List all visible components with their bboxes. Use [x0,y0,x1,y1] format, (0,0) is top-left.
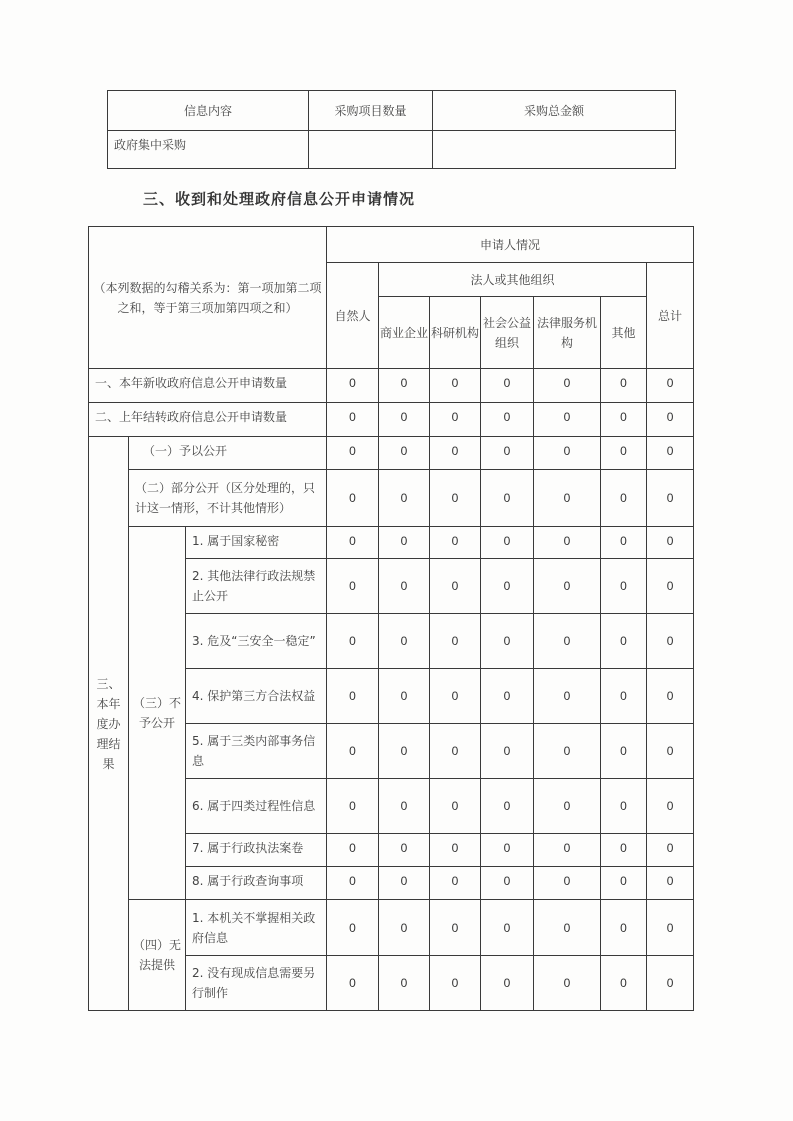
cell-value: 0 [327,900,379,956]
cell-value: 0 [430,437,481,470]
cell-value: 0 [327,834,379,867]
row-central-procurement: 政府集中采购 [108,131,309,169]
cell-value: 0 [481,779,534,834]
header-public-welfare: 社会公益组织 [481,297,534,369]
cell-value: 0 [481,834,534,867]
cell-value: 0 [379,779,430,834]
table-row [89,527,694,559]
cell-value: 0 [379,614,430,669]
cell-value: 0 [601,779,647,834]
header-legal-or-other: 法人或其他组织 [379,263,647,297]
cell-value: 0 [430,614,481,669]
cell-value: 0 [534,403,601,437]
row-label: 8. 属于行政查询事项 [186,867,327,900]
cell-value: 0 [379,900,430,956]
cell-value: 0 [379,867,430,900]
cell-value: 0 [647,527,694,559]
cell-value: 0 [379,956,430,1011]
row-label: 2. 没有现成信息需要另行制作 [186,956,327,1011]
cell-value: 0 [601,470,647,527]
cell-value: 0 [647,369,694,403]
row-label: 7. 属于行政执法案卷 [186,834,327,867]
cell-value: 0 [647,867,694,900]
cell-value: 0 [601,669,647,724]
cell-value: 0 [430,559,481,614]
application-table [88,226,694,1011]
cell-value: 0 [430,470,481,527]
cell-value: 0 [534,559,601,614]
cell-value: 0 [379,437,430,470]
cell-value: 0 [430,867,481,900]
cell-value: 0 [430,779,481,834]
section-heading: 三、收到和处理政府信息公开申请情况 [143,190,416,208]
cell-value: 0 [379,527,430,559]
cell-value: 0 [534,900,601,956]
cell-value: 0 [327,437,379,470]
cell-value: 0 [601,956,647,1011]
cell-value: 0 [534,724,601,779]
header-total-amount: 采购总金额 [433,91,676,131]
cell-value: 0 [647,900,694,956]
row-label: 3. 危及“三安全一稳定” [186,614,327,669]
cell-value: 0 [601,527,647,559]
table-row [89,900,694,956]
cell-value: 0 [481,900,534,956]
cell-value: 0 [430,403,481,437]
header-note: （本列数据的勾稽关系为：第一项加第二项之和，等于第三项加第四项之和） [89,227,327,369]
cell-value: 0 [481,669,534,724]
cell-value: 0 [327,956,379,1011]
row-label: （二）部分公开（区分处理的，只计这一情形，不计其他情形） [129,470,327,527]
cell-value: 0 [327,669,379,724]
cell-value: 0 [534,956,601,1011]
row-label: 一、本年新收政府信息公开申请数量 [89,369,327,403]
cell-value: 0 [430,834,481,867]
cell-value: 0 [430,369,481,403]
table-row [89,437,694,470]
row-label: 4. 保护第三方合法权益 [186,669,327,724]
cell-value: 0 [379,470,430,527]
row-label: 6. 属于四类过程性信息 [186,779,327,834]
cell-value: 0 [601,900,647,956]
cell-value: 0 [647,470,694,527]
cell-value: 0 [647,403,694,437]
cell-value: 0 [481,559,534,614]
table-row [89,369,694,403]
header-legal-service: 法律服务机构 [534,297,601,369]
cell-value: 0 [327,527,379,559]
cell-value: 0 [430,956,481,1011]
sub4-label: （四）无法提供 [129,900,186,1011]
cell-value: 0 [647,559,694,614]
cell-value: 0 [481,403,534,437]
cell-value: 0 [379,669,430,724]
cell-value: 0 [601,437,647,470]
cell-value: 0 [481,956,534,1011]
cell-value: 0 [534,437,601,470]
cell-value: 0 [647,956,694,1011]
sub3-label: （三）不予公开 [129,527,186,900]
cell-value: 0 [327,403,379,437]
cell-value: 0 [379,403,430,437]
table-row [89,403,694,437]
header-info-content: 信息内容 [108,91,309,131]
cell-value: 0 [327,724,379,779]
cell-value: 0 [430,527,481,559]
cell-value: 0 [647,779,694,834]
row-label: 5. 属于三类内部事务信息 [186,724,327,779]
cell-value: 0 [534,470,601,527]
cell-value: 0 [327,559,379,614]
cell-value: 0 [601,403,647,437]
cell-value: 0 [647,614,694,669]
header-commercial: 商业企业 [379,297,430,369]
cell-value: 0 [481,867,534,900]
cell-value: 0 [379,559,430,614]
cell-value: 0 [534,669,601,724]
header-project-count: 采购项目数量 [309,91,433,131]
row-label: 2. 其他法律行政法规禁止公开 [186,559,327,614]
cell-value: 0 [481,437,534,470]
row-label: （一）予以公开 [129,437,327,470]
cell-value: 0 [327,369,379,403]
header-total: 总计 [647,263,694,369]
cell-value: 0 [534,614,601,669]
cell-total-amount [433,131,676,169]
cell-value: 0 [534,779,601,834]
cell-value: 0 [534,527,601,559]
cell-value: 0 [647,724,694,779]
cell-value: 0 [601,369,647,403]
cell-value: 0 [379,369,430,403]
cell-value: 0 [481,369,534,403]
cell-value: 0 [327,867,379,900]
cell-value: 0 [327,779,379,834]
section3-label: 三、本年度办理结果 [89,437,129,1011]
cell-value: 0 [601,559,647,614]
cell-value: 0 [379,724,430,779]
cell-value: 0 [481,724,534,779]
cell-value: 0 [601,867,647,900]
table-row [89,470,694,527]
row-label: 1. 本机关不掌握相关政府信息 [186,900,327,956]
cell-value: 0 [481,614,534,669]
row-label: 1. 属于国家秘密 [186,527,327,559]
cell-value: 0 [379,834,430,867]
cell-value: 0 [534,834,601,867]
cell-value: 0 [647,669,694,724]
cell-value: 0 [601,834,647,867]
cell-project-count [309,131,433,169]
procurement-table [107,90,676,169]
cell-value: 0 [430,900,481,956]
cell-value: 0 [534,369,601,403]
cell-value: 0 [430,669,481,724]
row-label: 二、上年结转政府信息公开申请数量 [89,403,327,437]
cell-value: 0 [601,614,647,669]
cell-value: 0 [327,614,379,669]
cell-value: 0 [647,834,694,867]
cell-value: 0 [430,724,481,779]
header-natural-person: 自然人 [327,263,379,369]
cell-value: 0 [647,437,694,470]
header-other: 其他 [601,297,647,369]
header-applicant-situation: 申请人情况 [327,227,694,263]
cell-value: 0 [601,724,647,779]
cell-value: 0 [327,470,379,527]
cell-value: 0 [534,867,601,900]
header-research: 科研机构 [430,297,481,369]
cell-value: 0 [481,470,534,527]
cell-value: 0 [481,527,534,559]
